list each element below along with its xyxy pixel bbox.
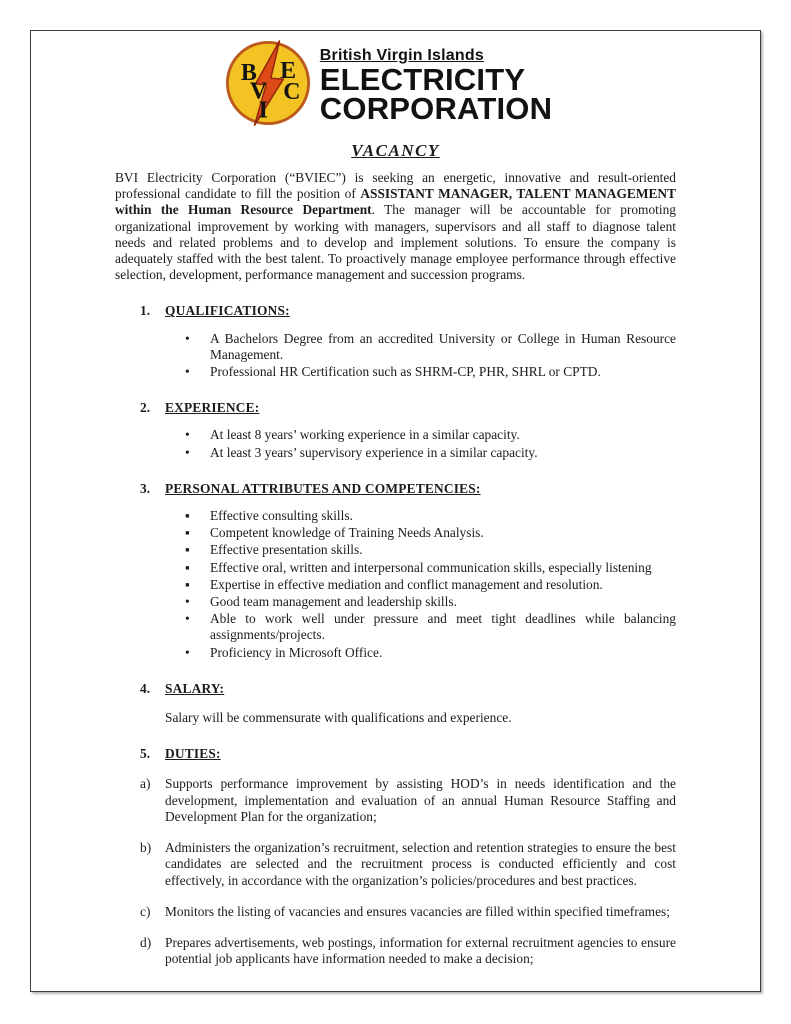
disc-bullet-icon: • — [185, 364, 190, 380]
intro-text-pre: BVI Electricity Corporation (“BVIEC”) is seeking an energetic, innovative and result-oriented professional candidate to fill the position of — [115, 170, 676, 202]
bullet-text: A Bachelors Degree from an accredited University or College in Human Resource Management. — [210, 330, 676, 362]
disc-bullet-icon: • — [185, 594, 190, 610]
section-5 — [115, 746, 676, 967]
bullet-text: At least 8 years’ working experience in a similar capacity. — [210, 427, 520, 443]
section-title: DUTIES: — [165, 746, 221, 762]
lettered-text: Administers the organization’s recruitment, selection and retention strategies to ensure the best candidates are selected and the recruitment process is conducted efficiently and cost effectively, in accordance with the organization’s policies/procedures and best practices. — [165, 840, 676, 888]
section-heading — [115, 400, 676, 416]
bullet-item — [115, 560, 676, 576]
section-number: 1. — [140, 303, 151, 319]
section-heading — [115, 303, 676, 319]
bullet-item — [115, 508, 676, 524]
bullet-item — [115, 427, 676, 443]
section-heading — [115, 746, 676, 762]
lettered-item — [115, 776, 676, 825]
bullet-text: Effective consulting skills. — [210, 508, 353, 524]
org-region-label: British Virgin Islands — [319, 47, 484, 64]
section-number: 5. — [140, 746, 151, 762]
logo-monogram-letter: E — [279, 58, 296, 85]
lettered-item — [115, 904, 676, 920]
page-frame — [30, 30, 761, 992]
lettered-item — [115, 840, 676, 889]
org-name-line1: ELECTRICITY — [319, 62, 526, 97]
bullet-item — [115, 364, 676, 380]
bullet-list — [115, 508, 676, 661]
section-4 — [115, 681, 676, 726]
bullet-text: Proficiency in Microsoft Office. — [210, 644, 383, 660]
bullet-list — [115, 427, 676, 460]
lettered-text: Monitors the listing of vacancies and ensures vacancies are filled within specified timeframes; — [165, 903, 670, 919]
bullet-text: Expertise in effective mediation and conflict management and resolution. — [210, 576, 603, 592]
section-number: 4. — [140, 680, 151, 696]
bullet-item — [115, 525, 676, 541]
bullet-item — [115, 542, 676, 558]
section-2 — [115, 400, 676, 461]
square-bullet-icon: ▪ — [185, 542, 190, 558]
square-bullet-icon: ▪ — [185, 576, 190, 592]
square-bullet-icon: ▪ — [185, 525, 190, 541]
bullet-item — [115, 645, 676, 661]
intro-paragraph — [115, 170, 676, 283]
disc-bullet-icon: • — [185, 444, 190, 460]
bullet-text: Professional HR Certification such as SHRM-CP, PHR, SHRL or CPTD. — [210, 364, 601, 380]
bullet-item — [115, 577, 676, 593]
disc-bullet-icon: • — [185, 330, 190, 346]
intro-position-title: ASSISTANT MANAGER, TALENT MANAGEMENT within the Human Resource Department — [115, 186, 676, 218]
section-1 — [115, 303, 676, 380]
section-number: 3. — [140, 480, 151, 496]
lettered-text: Prepares advertisements, web postings, information for external recruitment agencies to ensure potential job applicants have information needed to make a decision; — [165, 934, 676, 967]
bullet-text: Effective oral, written and interpersonal communication skills, especially listening — [210, 559, 652, 575]
bullet-item — [115, 594, 676, 610]
lettered-list — [115, 776, 676, 967]
org-name-line2: CORPORATION — [319, 90, 553, 126]
section-title: PERSONAL ATTRIBUTES AND COMPETENCIES: — [165, 480, 481, 496]
bullet-text: Good team management and leadership skills. — [210, 594, 457, 610]
org-wordmark — [320, 47, 552, 124]
bullet-text: At least 3 years’ supervisory experience in a similar capacity. — [210, 444, 538, 460]
logo-circle — [225, 40, 311, 126]
section-title: EXPERIENCE: — [165, 400, 260, 416]
letter-label: c) — [140, 903, 151, 919]
section-heading — [115, 681, 676, 697]
logo-monogram-letter: B — [240, 60, 257, 87]
org-logo — [101, 40, 676, 126]
disc-bullet-icon: • — [185, 611, 190, 627]
bullet-list — [115, 331, 676, 381]
bullet-text: Competent knowledge of Training Needs Analysis. — [210, 525, 484, 541]
sections-container — [115, 303, 676, 967]
section-number: 2. — [140, 400, 151, 416]
section-title: QUALIFICATIONS: — [165, 303, 290, 319]
square-bullet-icon: ▪ — [185, 559, 190, 575]
lettered-text: Supports performance improvement by assisting HOD’s in needs identification and the development, implementation and evaluation of an annual Human Resource Staffing and Development Plan for the organization; — [165, 776, 676, 824]
bullet-item — [115, 445, 676, 461]
bullet-item — [115, 611, 676, 643]
section-heading — [115, 481, 676, 497]
intro-text-post: . The manager will be accountable for promoting organizational improvement by working with managers, supervisors and all staff to diagnose talent needs and related problems and to develop and implement solutions. To ensure the company is adequately staffed with the best talent. To proactively manage employee performance through effective selection, development, performance management and succession programs. — [115, 202, 676, 283]
bullet-text: Able to work well under pressure and meet tight deadlines while balancing assignments/projects. — [210, 611, 676, 643]
lettered-item — [115, 935, 676, 967]
section-title: SALARY: — [165, 680, 225, 696]
letter-label: b) — [140, 840, 152, 856]
letter-label: d) — [140, 934, 152, 950]
bullet-text: Effective presentation skills. — [210, 542, 363, 558]
section-3 — [115, 481, 676, 661]
square-bullet-icon: ▪ — [185, 508, 190, 524]
disc-bullet-icon: • — [185, 427, 190, 443]
disc-bullet-icon: • — [185, 644, 190, 660]
bullet-item — [115, 331, 676, 363]
letter-label: a) — [140, 776, 151, 792]
logo-monogram-letter: I — [258, 97, 268, 124]
vacancy-title: VACANCY — [351, 141, 440, 160]
logo-monogram-letter: V — [249, 78, 267, 105]
section-paragraph: Salary will be commensurate with qualifications and experience. — [165, 710, 512, 726]
logo-monogram-letter: C — [283, 79, 301, 106]
